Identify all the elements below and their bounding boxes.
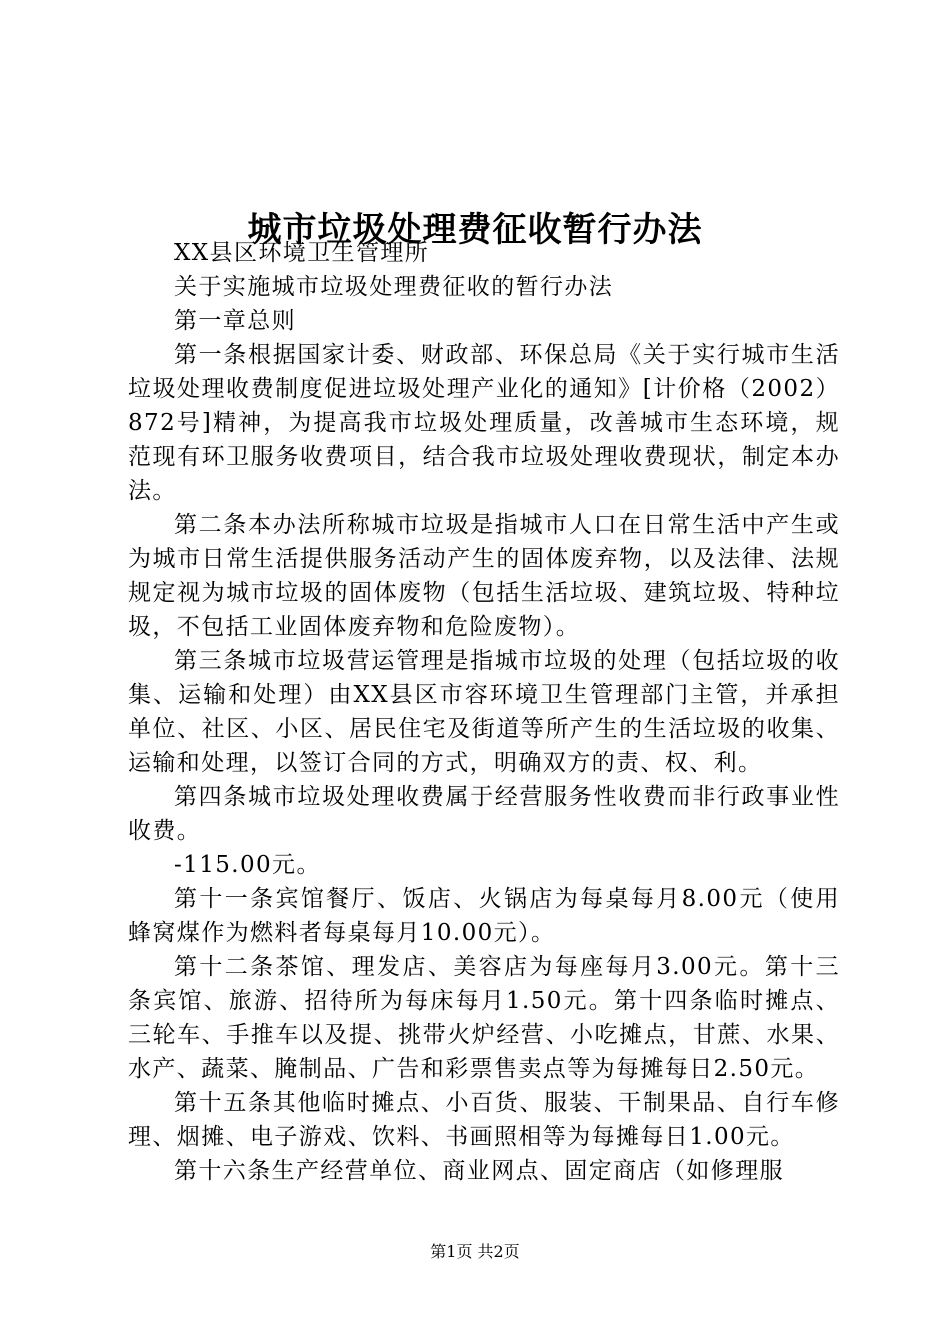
document-title: 城市垃圾处理费征收暂行办法 [247, 209, 703, 250]
paragraph-article-1: 第一条根据国家计委、财政部、环保总局《关于实行城市生活垃圾处理收费制度促进垃圾处理产业化的通知》[计价格（2002）872号]精神，为提高我市垃圾处理质量，改善城市生态环境，规范现有环卫服务收费项目，结合我市垃圾处理收费现状，制定本办法。 [128, 342, 840, 504]
paragraph-issuer: XX县区环境卫生管理所 [174, 240, 430, 266]
paragraph-article-2: 第二条本办法所称城市垃圾是指城市人口在日常生活中产生或为城市日常生活提供服务活动产生的固体废弃物，以及法律、法规规定视为城市垃圾的固体废物（包括生活垃圾、建筑垃圾、特种垃圾，不包括工业固体废弃物和危险废物）。 [128, 512, 840, 640]
paragraph-article-4: 第四条城市垃圾处理收费属于经营服务性收费而非行政事业性收费。 [128, 784, 840, 844]
paragraph-chapter-heading: 第一章总则 [174, 308, 296, 334]
paragraph-article-11: 第十一条宾馆餐厅、饭店、火锅店为每桌每月8.00元（使用蜂窝煤作为燃料者每桌每月10.00元）。 [128, 886, 840, 946]
paragraph-article-12-14: 第十二条茶馆、理发店、美容店为每座每月3.00元。第十三条宾馆、旅游、招待所为每床每月1.50元。第十四条临时摊点、三轮车、手推车以及提、挑带火炉经营、小吃摊点，甘蔗、水果、水产、蔬菜、腌制品、广告和彩票售卖点等为每摊每日2.50元。 [128, 954, 840, 1082]
document-body [128, 236, 840, 1188]
paragraph-article-3: 第三条城市垃圾营运管理是指城市垃圾的处理（包括垃圾的收集、运输和处理）由XX县区市容环境卫生管理部门主管，并承担单位、社区、小区、居民住宅及街道等所产生的生活垃圾的收集、运输和处理，以签订合同的方式，明确双方的责、权、利。 [128, 648, 840, 776]
paragraph-subtitle: 关于实施城市垃圾处理费征收的暂行办法 [174, 274, 614, 300]
paragraph-article-16: 第十六条生产经营单位、商业网点、固定商店（如修理服 [174, 1158, 784, 1184]
paragraph-fee-fragment: -115.00元。 [174, 852, 321, 878]
page-footer: 第1页 共2页 [430, 1242, 520, 1261]
paragraph-article-15: 第十五条其他临时摊点、小百货、服装、干制果品、自行车修理、烟摊、电子游戏、饮料、书画照相等为每摊每日1.00元。 [128, 1090, 840, 1150]
